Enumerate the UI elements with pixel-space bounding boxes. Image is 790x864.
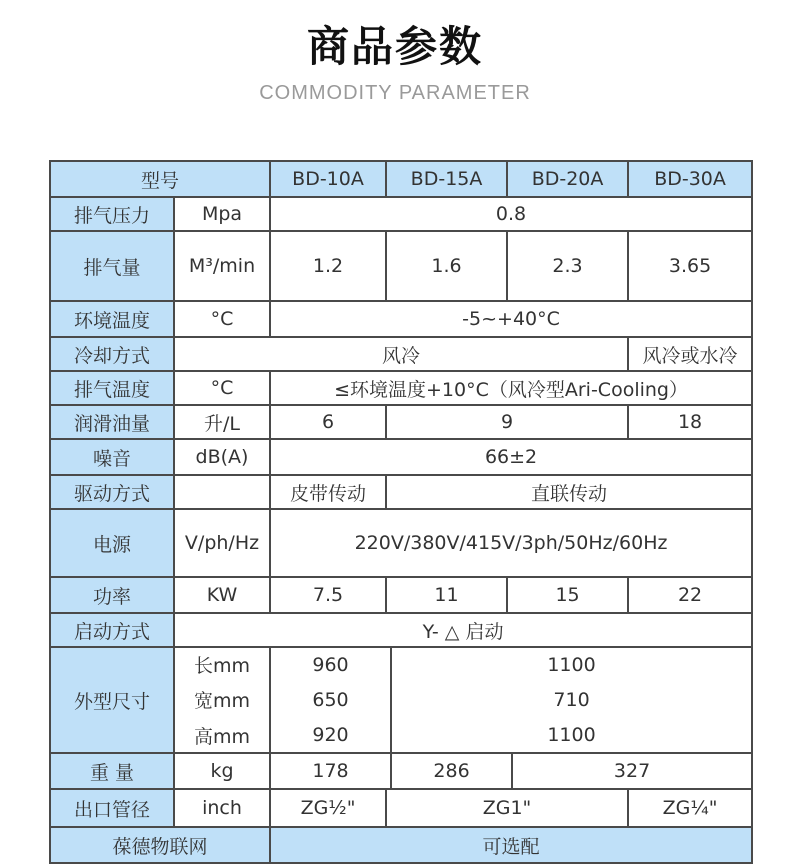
model-header-cell: BD-20A	[507, 161, 628, 197]
row-value: 1.2	[270, 231, 386, 301]
row-value: 178	[270, 753, 391, 789]
row-value: 1100	[391, 647, 752, 682]
row-label: 排气温度	[50, 371, 174, 405]
page-title: 商品参数	[306, 22, 483, 71]
row-value: 风冷	[174, 337, 628, 371]
row-value: 327	[512, 753, 752, 789]
model-header-cell: BD-10A	[270, 161, 386, 197]
row-unit: °C	[174, 301, 270, 337]
row-unit: °C	[174, 371, 270, 405]
row-value: 1.6	[386, 231, 507, 301]
row-label: 外型尺寸	[50, 647, 174, 753]
row-value: ZG1"	[386, 789, 628, 827]
row-unit: Mpa	[174, 197, 270, 231]
page-subtitle: COMMODITY PARAMETER	[259, 82, 531, 104]
row-value: 22	[628, 577, 752, 613]
table-row	[50, 827, 752, 863]
row-value: 风冷或水冷	[628, 337, 752, 371]
row-value: ZG¼"	[628, 789, 752, 827]
row-value: 皮带传动	[270, 475, 386, 509]
table-row	[50, 647, 752, 682]
row-value: 7.5	[270, 577, 386, 613]
row-unit: KW	[174, 577, 270, 613]
row-label: 环境温度	[50, 301, 174, 337]
row-value: 650	[270, 682, 391, 717]
table-row	[50, 337, 752, 371]
row-value: 18	[628, 405, 752, 439]
table-row	[50, 371, 752, 405]
row-value: 0.8	[270, 197, 752, 231]
row-unit	[174, 475, 270, 509]
table-row	[50, 439, 752, 475]
row-label: 排气压力	[50, 197, 174, 231]
spec-table	[49, 160, 753, 864]
row-value: 6	[270, 405, 386, 439]
row-value: 220V/380V/415V/3ph/50Hz/60Hz	[270, 509, 752, 577]
row-label: 电源	[50, 509, 174, 577]
table-row	[50, 509, 752, 577]
row-unit: V/ph/Hz	[174, 509, 270, 577]
row-label: 噪音	[50, 439, 174, 475]
row-label: 出口管径	[50, 789, 174, 827]
table-row	[50, 405, 752, 439]
row-label: 排气量	[50, 231, 174, 301]
row-unit: kg	[174, 753, 270, 789]
row-value: 286	[391, 753, 512, 789]
row-unit: M³/min	[174, 231, 270, 301]
row-unit: inch	[174, 789, 270, 827]
row-unit: 宽mm	[174, 682, 270, 717]
table-row	[50, 301, 752, 337]
row-value: 710	[391, 682, 752, 717]
row-label: 启动方式	[50, 613, 174, 647]
table-row	[50, 577, 752, 613]
table-row	[50, 789, 752, 827]
row-value: Y- △ 启动	[174, 613, 752, 647]
row-label: 润滑油量	[50, 405, 174, 439]
model-header-cell: BD-30A	[628, 161, 752, 197]
row-value: -5~+40°C	[270, 301, 752, 337]
table-row	[50, 197, 752, 231]
row-value: 1100	[391, 717, 752, 753]
row-value: 3.65	[628, 231, 752, 301]
row-value: 直联传动	[386, 475, 752, 509]
row-unit: 升/L	[174, 405, 270, 439]
row-label: 驱动方式	[50, 475, 174, 509]
row-value: 2.3	[507, 231, 628, 301]
row-label: 葆德物联网	[50, 827, 270, 863]
table-row	[50, 231, 752, 301]
row-value: 15	[507, 577, 628, 613]
row-label: 冷却方式	[50, 337, 174, 371]
table-row	[50, 475, 752, 509]
model-header-label: 型号	[50, 161, 270, 197]
header-row	[50, 161, 752, 197]
row-unit: 高mm	[174, 717, 270, 753]
table-row	[50, 753, 752, 789]
table-row	[50, 613, 752, 647]
row-value: 920	[270, 717, 391, 753]
row-label: 功率	[50, 577, 174, 613]
row-value: 可选配	[270, 827, 752, 863]
row-value: ≤环境温度+10°C（风冷型Ari-Cooling）	[270, 371, 752, 405]
row-label: 重 量	[50, 753, 174, 789]
row-value: ZG½"	[270, 789, 386, 827]
model-header-cell: BD-15A	[386, 161, 507, 197]
row-value: 960	[270, 647, 391, 682]
row-value: 9	[386, 405, 628, 439]
row-unit: 长mm	[174, 647, 270, 682]
row-unit: dB(A)	[174, 439, 270, 475]
row-value: 11	[386, 577, 507, 613]
row-value: 66±2	[270, 439, 752, 475]
